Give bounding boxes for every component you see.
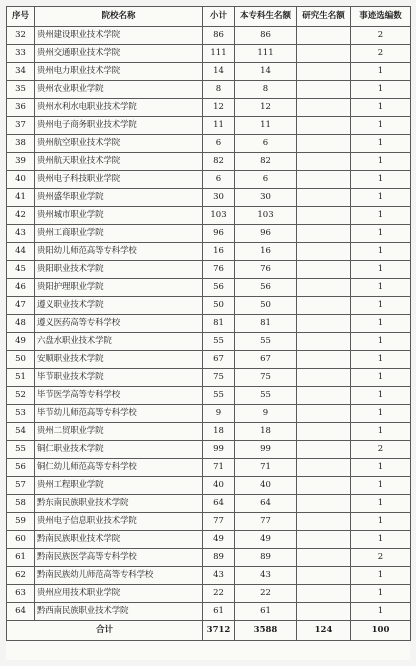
school-name: 黔南民族幼儿师范高等专科学校 xyxy=(35,567,203,585)
subtotal: 111 xyxy=(203,45,235,63)
undergrad-quota: 40 xyxy=(235,477,297,495)
undergrad-quota: 86 xyxy=(235,27,297,45)
table-row xyxy=(7,27,411,45)
undergrad-quota: 50 xyxy=(235,297,297,315)
row-index: 57 xyxy=(7,477,35,495)
table-row xyxy=(7,63,411,81)
school-name: 遵义职业技术学院 xyxy=(35,297,203,315)
undergrad-quota: 8 xyxy=(235,81,297,99)
undergrad-quota: 9 xyxy=(235,405,297,423)
deeds-count: 1 xyxy=(351,261,411,279)
graduate-quota xyxy=(297,405,351,423)
row-index: 38 xyxy=(7,135,35,153)
graduate-quota xyxy=(297,297,351,315)
table-row xyxy=(7,387,411,405)
school-name: 六盘水职业技术学院 xyxy=(35,333,203,351)
table-body xyxy=(7,27,411,641)
deeds-count: 1 xyxy=(351,297,411,315)
deeds-count: 1 xyxy=(351,81,411,99)
row-index: 32 xyxy=(7,27,35,45)
table-row xyxy=(7,495,411,513)
header-index: 序号 xyxy=(7,7,35,27)
total-label: 合计 xyxy=(7,621,203,641)
subtotal: 50 xyxy=(203,297,235,315)
school-name: 贵州二贸职业学院 xyxy=(35,423,203,441)
table-row xyxy=(7,135,411,153)
table-row xyxy=(7,405,411,423)
school-name: 贵州航天职业技术学院 xyxy=(35,153,203,171)
deeds-count: 1 xyxy=(351,99,411,117)
school-name: 贵州应用技术职业学院 xyxy=(35,585,203,603)
subtotal: 12 xyxy=(203,99,235,117)
graduate-quota xyxy=(297,27,351,45)
undergrad-quota: 11 xyxy=(235,117,297,135)
undergrad-quota: 16 xyxy=(235,243,297,261)
subtotal: 61 xyxy=(203,603,235,621)
undergrad-quota: 71 xyxy=(235,459,297,477)
graduate-quota xyxy=(297,495,351,513)
row-index: 39 xyxy=(7,153,35,171)
deeds-count: 2 xyxy=(351,27,411,45)
total-row xyxy=(7,621,411,641)
undergrad-quota: 99 xyxy=(235,441,297,459)
row-index: 35 xyxy=(7,81,35,99)
row-index: 48 xyxy=(7,315,35,333)
subtotal: 11 xyxy=(203,117,235,135)
total-graduate-quota: 124 xyxy=(297,621,351,641)
subtotal: 76 xyxy=(203,261,235,279)
graduate-quota xyxy=(297,279,351,297)
undergrad-quota: 96 xyxy=(235,225,297,243)
table-row xyxy=(7,369,411,387)
row-index: 41 xyxy=(7,189,35,207)
school-name: 黔东南民族职业技术学院 xyxy=(35,495,203,513)
deeds-count: 1 xyxy=(351,351,411,369)
table-row xyxy=(7,171,411,189)
table-row xyxy=(7,315,411,333)
school-name: 贵阳幼儿师范高等专科学校 xyxy=(35,243,203,261)
subtotal: 67 xyxy=(203,351,235,369)
school-name: 贵州农业职业学院 xyxy=(35,81,203,99)
school-name: 黔西南民族职业技术学院 xyxy=(35,603,203,621)
subtotal: 40 xyxy=(203,477,235,495)
school-name: 贵州水利水电职业技术学院 xyxy=(35,99,203,117)
row-index: 62 xyxy=(7,567,35,585)
undergrad-quota: 43 xyxy=(235,567,297,585)
subtotal: 86 xyxy=(203,27,235,45)
table-row xyxy=(7,99,411,117)
school-name: 贵州电子信息职业技术学院 xyxy=(35,513,203,531)
row-index: 47 xyxy=(7,297,35,315)
table-row xyxy=(7,549,411,567)
subtotal: 96 xyxy=(203,225,235,243)
deeds-count: 1 xyxy=(351,171,411,189)
row-index: 51 xyxy=(7,369,35,387)
subtotal: 55 xyxy=(203,333,235,351)
table-row xyxy=(7,477,411,495)
table-row xyxy=(7,567,411,585)
school-name: 贵州盛华职业学院 xyxy=(35,189,203,207)
school-name: 毕节职业技术学院 xyxy=(35,369,203,387)
total-subtotal: 3712 xyxy=(203,621,235,641)
deeds-count: 1 xyxy=(351,567,411,585)
subtotal: 77 xyxy=(203,513,235,531)
school-name: 黔南民族职业技术学院 xyxy=(35,531,203,549)
row-index: 37 xyxy=(7,117,35,135)
deeds-count: 1 xyxy=(351,243,411,261)
graduate-quota xyxy=(297,225,351,243)
graduate-quota xyxy=(297,315,351,333)
row-index: 64 xyxy=(7,603,35,621)
table-row xyxy=(7,423,411,441)
graduate-quota xyxy=(297,387,351,405)
table-row xyxy=(7,153,411,171)
deeds-count: 1 xyxy=(351,603,411,621)
undergrad-quota: 76 xyxy=(235,261,297,279)
quota-table xyxy=(6,6,411,641)
graduate-quota xyxy=(297,135,351,153)
graduate-quota xyxy=(297,81,351,99)
subtotal: 16 xyxy=(203,243,235,261)
undergrad-quota: 67 xyxy=(235,351,297,369)
row-index: 54 xyxy=(7,423,35,441)
row-index: 52 xyxy=(7,387,35,405)
deeds-count: 1 xyxy=(351,477,411,495)
graduate-quota xyxy=(297,423,351,441)
table-row xyxy=(7,585,411,603)
undergrad-quota: 6 xyxy=(235,135,297,153)
row-index: 58 xyxy=(7,495,35,513)
header-row xyxy=(7,7,411,27)
graduate-quota xyxy=(297,603,351,621)
undergrad-quota: 64 xyxy=(235,495,297,513)
header-undergrad-quota: 本专科生名额 xyxy=(235,7,297,27)
deeds-count: 1 xyxy=(351,531,411,549)
table-row xyxy=(7,45,411,63)
graduate-quota xyxy=(297,99,351,117)
graduate-quota xyxy=(297,189,351,207)
document-page xyxy=(6,6,410,660)
table-row xyxy=(7,81,411,99)
table-row xyxy=(7,207,411,225)
graduate-quota xyxy=(297,261,351,279)
undergrad-quota: 49 xyxy=(235,531,297,549)
deeds-count: 1 xyxy=(351,153,411,171)
school-name: 贵州工程职业学院 xyxy=(35,477,203,495)
header-subtotal: 小计 xyxy=(203,7,235,27)
graduate-quota xyxy=(297,207,351,225)
header-graduate-quota: 研究生名额 xyxy=(297,7,351,27)
school-name: 黔南民族医学高等专科学校 xyxy=(35,549,203,567)
subtotal: 6 xyxy=(203,135,235,153)
graduate-quota xyxy=(297,63,351,81)
table-row xyxy=(7,261,411,279)
table-row xyxy=(7,225,411,243)
graduate-quota xyxy=(297,549,351,567)
row-index: 53 xyxy=(7,405,35,423)
row-index: 50 xyxy=(7,351,35,369)
subtotal: 75 xyxy=(203,369,235,387)
table-row xyxy=(7,603,411,621)
graduate-quota xyxy=(297,333,351,351)
undergrad-quota: 55 xyxy=(235,333,297,351)
row-index: 44 xyxy=(7,243,35,261)
table-row xyxy=(7,189,411,207)
graduate-quota xyxy=(297,531,351,549)
row-index: 60 xyxy=(7,531,35,549)
subtotal: 99 xyxy=(203,441,235,459)
row-index: 49 xyxy=(7,333,35,351)
deeds-count: 1 xyxy=(351,405,411,423)
undergrad-quota: 6 xyxy=(235,171,297,189)
row-index: 59 xyxy=(7,513,35,531)
table-row xyxy=(7,351,411,369)
table-row xyxy=(7,297,411,315)
undergrad-quota: 81 xyxy=(235,315,297,333)
undergrad-quota: 18 xyxy=(235,423,297,441)
deeds-count: 1 xyxy=(351,225,411,243)
deeds-count: 1 xyxy=(351,423,411,441)
school-name: 贵阳护理职业学院 xyxy=(35,279,203,297)
graduate-quota xyxy=(297,45,351,63)
deeds-count: 1 xyxy=(351,63,411,81)
row-index: 63 xyxy=(7,585,35,603)
graduate-quota xyxy=(297,477,351,495)
table-row xyxy=(7,279,411,297)
subtotal: 6 xyxy=(203,171,235,189)
undergrad-quota: 82 xyxy=(235,153,297,171)
row-index: 40 xyxy=(7,171,35,189)
total-deeds-count: 100 xyxy=(351,621,411,641)
subtotal: 56 xyxy=(203,279,235,297)
graduate-quota xyxy=(297,243,351,261)
table-row xyxy=(7,441,411,459)
deeds-count: 1 xyxy=(351,189,411,207)
total-undergrad-quota: 3588 xyxy=(235,621,297,641)
undergrad-quota: 103 xyxy=(235,207,297,225)
graduate-quota xyxy=(297,351,351,369)
undergrad-quota: 77 xyxy=(235,513,297,531)
school-name: 贵州电子商务职业技术学院 xyxy=(35,117,203,135)
subtotal: 9 xyxy=(203,405,235,423)
table-row xyxy=(7,333,411,351)
graduate-quota xyxy=(297,513,351,531)
subtotal: 89 xyxy=(203,549,235,567)
table-row xyxy=(7,513,411,531)
subtotal: 8 xyxy=(203,81,235,99)
row-index: 42 xyxy=(7,207,35,225)
row-index: 61 xyxy=(7,549,35,567)
undergrad-quota: 61 xyxy=(235,603,297,621)
deeds-count: 2 xyxy=(351,45,411,63)
school-name: 贵阳职业技术学院 xyxy=(35,261,203,279)
undergrad-quota: 56 xyxy=(235,279,297,297)
graduate-quota xyxy=(297,153,351,171)
school-name: 毕节幼儿师范高等专科学校 xyxy=(35,405,203,423)
deeds-count: 1 xyxy=(351,585,411,603)
deeds-count: 1 xyxy=(351,387,411,405)
school-name: 贵州城市职业学院 xyxy=(35,207,203,225)
row-index: 34 xyxy=(7,63,35,81)
school-name: 遵义医药高等专科学校 xyxy=(35,315,203,333)
school-name: 毕节医学高等专科学校 xyxy=(35,387,203,405)
graduate-quota xyxy=(297,567,351,585)
undergrad-quota: 14 xyxy=(235,63,297,81)
subtotal: 18 xyxy=(203,423,235,441)
undergrad-quota: 30 xyxy=(235,189,297,207)
subtotal: 55 xyxy=(203,387,235,405)
deeds-count: 1 xyxy=(351,495,411,513)
row-index: 46 xyxy=(7,279,35,297)
school-name: 贵州电力职业技术学院 xyxy=(35,63,203,81)
graduate-quota xyxy=(297,369,351,387)
row-index: 55 xyxy=(7,441,35,459)
subtotal: 43 xyxy=(203,567,235,585)
school-name: 贵州建设职业技术学院 xyxy=(35,27,203,45)
subtotal: 14 xyxy=(203,63,235,81)
school-name: 铜仁职业技术学院 xyxy=(35,441,203,459)
subtotal: 103 xyxy=(203,207,235,225)
table-row xyxy=(7,531,411,549)
school-name: 贵州交通职业技术学院 xyxy=(35,45,203,63)
school-name: 贵州电子科技职业学院 xyxy=(35,171,203,189)
table-row xyxy=(7,459,411,477)
row-index: 33 xyxy=(7,45,35,63)
school-name: 贵州工商职业学院 xyxy=(35,225,203,243)
subtotal: 30 xyxy=(203,189,235,207)
graduate-quota xyxy=(297,585,351,603)
subtotal: 71 xyxy=(203,459,235,477)
graduate-quota xyxy=(297,171,351,189)
school-name: 铜仁幼儿师范高等专科学校 xyxy=(35,459,203,477)
subtotal: 82 xyxy=(203,153,235,171)
header-deeds-count: 事迹选编数 xyxy=(351,7,411,27)
deeds-count: 1 xyxy=(351,135,411,153)
deeds-count: 1 xyxy=(351,117,411,135)
graduate-quota xyxy=(297,441,351,459)
header-school-name: 院校名称 xyxy=(35,7,203,27)
deeds-count: 1 xyxy=(351,513,411,531)
subtotal: 49 xyxy=(203,531,235,549)
deeds-count: 1 xyxy=(351,315,411,333)
school-name: 贵州航空职业技术学院 xyxy=(35,135,203,153)
row-index: 36 xyxy=(7,99,35,117)
row-index: 56 xyxy=(7,459,35,477)
deeds-count: 2 xyxy=(351,549,411,567)
graduate-quota xyxy=(297,117,351,135)
row-index: 43 xyxy=(7,225,35,243)
deeds-count: 2 xyxy=(351,441,411,459)
row-index: 45 xyxy=(7,261,35,279)
subtotal: 64 xyxy=(203,495,235,513)
table-row xyxy=(7,117,411,135)
graduate-quota xyxy=(297,459,351,477)
deeds-count: 1 xyxy=(351,459,411,477)
deeds-count: 1 xyxy=(351,279,411,297)
undergrad-quota: 111 xyxy=(235,45,297,63)
undergrad-quota: 12 xyxy=(235,99,297,117)
undergrad-quota: 55 xyxy=(235,387,297,405)
undergrad-quota: 22 xyxy=(235,585,297,603)
undergrad-quota: 75 xyxy=(235,369,297,387)
deeds-count: 1 xyxy=(351,207,411,225)
school-name: 安顺职业技术学院 xyxy=(35,351,203,369)
subtotal: 22 xyxy=(203,585,235,603)
subtotal: 81 xyxy=(203,315,235,333)
deeds-count: 1 xyxy=(351,369,411,387)
undergrad-quota: 89 xyxy=(235,549,297,567)
deeds-count: 1 xyxy=(351,333,411,351)
table-row xyxy=(7,243,411,261)
